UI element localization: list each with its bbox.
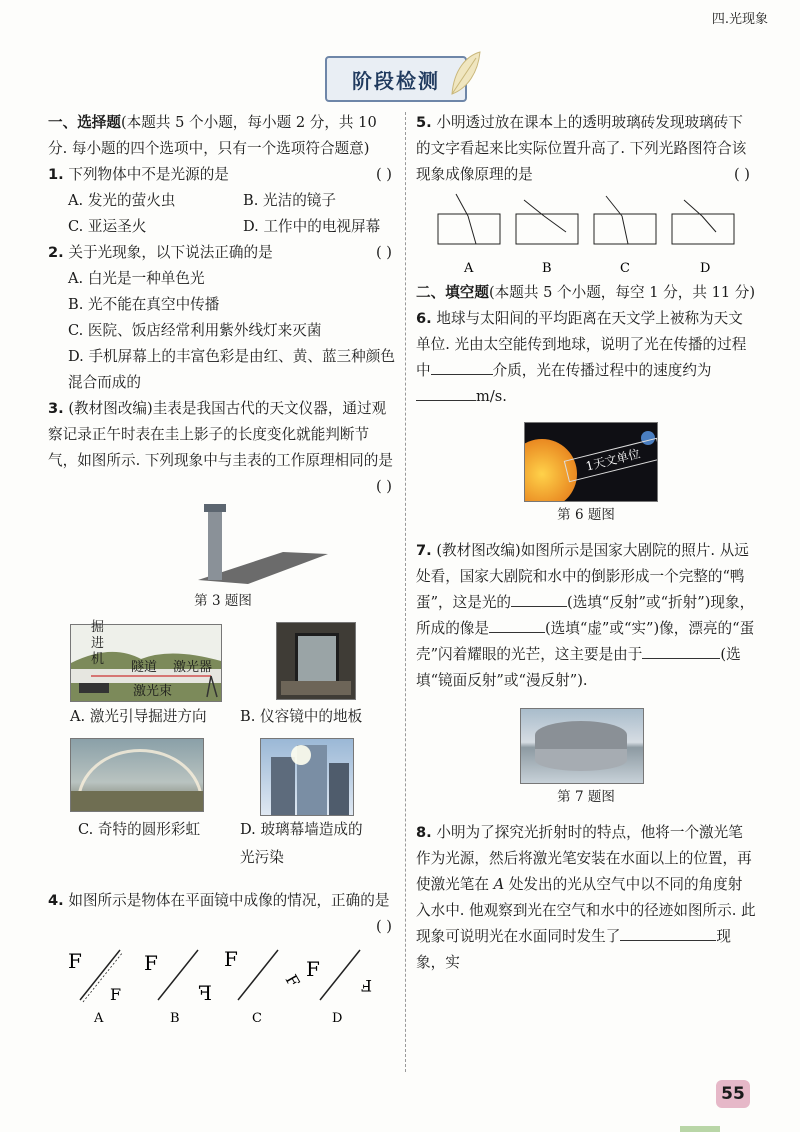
q4-text: 如图所示是物体在平面镜中成像的情况，正确的是 <box>68 892 390 909</box>
section2-title: 二、填空题 <box>416 284 489 301</box>
q2-option-c[interactable]: C. 医院、饭店经常利用紫外线灯来灭菌 <box>68 322 322 339</box>
leaf-icon <box>448 50 484 98</box>
q5-letter-b: B <box>542 261 552 276</box>
q7-text4: (选填“镜面反射”或“漫反射”). <box>416 646 741 689</box>
q3-image-c <box>70 738 204 812</box>
q2-number: 2. <box>48 244 64 261</box>
q4-number: 4. <box>48 892 64 909</box>
q1-stem <box>48 162 398 188</box>
q4-diagram-b <box>144 950 212 1005</box>
right-column <box>416 110 756 976</box>
chapter-header: 四.光现象 <box>711 12 768 27</box>
q6-blank-1[interactable] <box>431 358 493 375</box>
q2-option-b[interactable]: B. 光不能在真空中传播 <box>68 296 220 313</box>
q1-option-b[interactable]: B. 光洁的镜子 <box>243 192 336 209</box>
section2-heading <box>416 280 756 306</box>
q7-blank-2[interactable] <box>489 616 545 633</box>
q8-number: 8. <box>416 824 432 841</box>
q5-diagram-c <box>594 196 656 244</box>
q8-stem <box>416 820 756 976</box>
q2-option-a[interactable]: A. 白光是一种单色光 <box>68 270 205 287</box>
q3-image-d <box>260 738 354 816</box>
q3-option-d-wrap <box>240 816 370 872</box>
q6-stem <box>416 306 756 410</box>
image-f: F <box>281 971 304 991</box>
image-f: F <box>110 985 122 1004</box>
q1-option-d[interactable]: D. 工作中的电视屏幕 <box>243 218 381 235</box>
q4-letter-b: B <box>170 1011 180 1026</box>
q4-letter-d: D <box>332 1011 343 1026</box>
q6-text2: 介质，光在传播过程中的速度约为 <box>492 362 712 379</box>
q3-option-images <box>48 620 398 874</box>
page-number: 55 <box>716 1080 750 1108</box>
image-f: F <box>198 981 212 1005</box>
q8-text2: 处发出的光从空气中以不同的角度射入水中. 他观察到光在空气和水中的径迹如图所示. 此现象可说明光在水面同时发生了 <box>416 876 756 945</box>
q5-light-path-figure <box>416 192 756 280</box>
q3-option-a[interactable]: A. 激光引导掘进方向 <box>70 708 207 725</box>
object-f: F <box>68 949 82 973</box>
column-divider <box>405 112 406 1072</box>
q1-options-row1 <box>48 188 398 214</box>
label-jue: 掘 <box>91 620 105 635</box>
q6-unit: m/s. <box>476 388 507 405</box>
q7-blank-3[interactable] <box>642 642 720 659</box>
q7-figure-caption: 第 7 题图 <box>557 789 615 805</box>
q4-diagram-d <box>306 950 372 1000</box>
section-banner: 阶段检测 <box>325 56 467 102</box>
q2-stem <box>48 240 398 266</box>
q6-number: 6. <box>416 310 432 327</box>
answer-paren: ( ) <box>375 166 392 183</box>
q6-blank-2[interactable] <box>416 384 476 401</box>
q2-option-d[interactable]: D. 手机屏幕上的丰富色彩是由红、黄、蓝三种颜色混合而成的 <box>68 348 395 391</box>
q6-text1: 地球与太阳间的平均距离在天文学上被称为天文单位. 光由太空能传到地球，说明了光在传播的过程中 <box>416 310 747 379</box>
label-suidao: 隧道 <box>131 660 158 675</box>
q3-option-c[interactable]: C. 奇特的圆形彩虹 <box>78 821 201 838</box>
q1-number: 1. <box>48 166 64 183</box>
q3-image-a <box>70 620 222 702</box>
section2-desc: (本题共 5 个小题，每空 1 分，共 11 分) <box>488 284 756 301</box>
q5-diagram-a <box>438 194 500 244</box>
q5-number: 5. <box>416 114 432 131</box>
q5-text: 小明透过放在课本上的透明玻璃砖发现玻璃砖下的文字看起来比实际位置升高了. 下列光路图符合该现象成像原理的是 <box>416 114 747 183</box>
q7-text1: 如图所示是国家大剧院的照片. 从远处看，国家大剧院和水中的倒影形成一个完整的“鸭蛋”，这是光的 <box>416 542 749 611</box>
object-f: F <box>224 947 238 971</box>
q7-text2: (选填“反射”或“折射”)现象，所成的像是 <box>416 594 755 637</box>
q5-letter-d: D <box>700 261 711 276</box>
q7-text3: (选填“虚”或“实”)像，漂亮的“蛋壳”闪着耀眼的光芒，这主要是由于 <box>416 620 755 663</box>
q1-option-c[interactable]: C. 亚运圣火 <box>68 218 147 235</box>
q8-blank-1[interactable] <box>620 924 716 941</box>
q3-option-c-wrap <box>78 816 208 844</box>
object-f: F <box>144 951 158 975</box>
q4-letter-c: C <box>252 1011 262 1026</box>
q3-tag: (教材图改编) <box>68 400 153 417</box>
q8-point-a: A <box>493 876 505 893</box>
label-ji: 机 <box>91 652 105 667</box>
q4-letter-a: A <box>94 1011 104 1026</box>
q3-image-b <box>276 622 356 700</box>
q5-stem <box>416 110 756 188</box>
q7-tag: (教材图改编) <box>436 542 521 559</box>
q1-text: 下列物体中不是光源的是 <box>68 166 229 183</box>
q7-image <box>520 708 644 784</box>
image-f: F <box>360 976 372 995</box>
q3-option-b[interactable]: B. 仪容镜中的地板 <box>240 708 363 725</box>
q5-diagram-b <box>516 200 578 244</box>
q7-blank-1[interactable] <box>511 590 567 607</box>
q1-option-a[interactable]: A. 发光的萤火虫 <box>68 192 176 209</box>
q3-number: 3. <box>48 400 64 417</box>
q6-image <box>524 422 658 502</box>
q8-text3: 现象，实 <box>416 928 731 971</box>
q3-figure-caption: 第 3 题图 <box>194 593 252 609</box>
footer-bar <box>680 1126 720 1132</box>
answer-paren: ( ) <box>375 478 392 495</box>
q3-stem <box>48 396 398 495</box>
q4-stem <box>48 888 398 935</box>
answer-paren: ( ) <box>733 166 750 183</box>
label-jiguangqi: 激光器 <box>173 660 213 675</box>
q8-text1: 小明为了探究光折射时的特点，他将一个激光笔作为光源，然后将激光笔安装在水面以上的位置，再使激光笔在 <box>416 824 752 893</box>
q5-letter-c: C <box>620 261 630 276</box>
left-column <box>48 110 398 1026</box>
answer-paren: ( ) <box>375 918 392 935</box>
answer-paren: ( ) <box>375 244 392 261</box>
q5-diagram-d <box>672 200 734 244</box>
label-jiguangshu: 激光束 <box>133 684 173 699</box>
section1-desc: (本题共 5 个小题，每小题 2 分，共 10 分. 每小题的四个选项中，只有一个选项符合题意) <box>48 114 377 157</box>
q2-text: 关于光现象，以下说法正确的是 <box>68 244 273 261</box>
q5-letter-a: A <box>464 261 474 276</box>
gnomon-figure <box>48 500 398 588</box>
q1-options-row2 <box>48 214 398 240</box>
q3-text: 圭表是我国古代的天文仪器，通过观察记录正午时表在圭上影子的长度变化就能判断节气，如图所示. 下列现象中与圭表的工作原理相同的是 <box>48 400 393 469</box>
q7-number: 7. <box>416 542 432 559</box>
q6-figure-caption: 第 6 题图 <box>557 507 615 523</box>
section1-title: 一、选择题 <box>48 114 121 131</box>
q4-diagram-c <box>224 947 304 1000</box>
q4-diagram-a <box>68 949 123 1004</box>
q7-stem <box>416 538 756 694</box>
label-jin: 进 <box>91 636 105 651</box>
astronomical-unit-label: 1天文单位 <box>564 438 658 483</box>
q4-mirror-figure <box>48 940 398 1026</box>
q3-option-d[interactable]: D. 玻璃幕墙造成的光污染 <box>240 821 363 866</box>
section1-heading <box>48 110 398 162</box>
object-f: F <box>306 957 320 981</box>
